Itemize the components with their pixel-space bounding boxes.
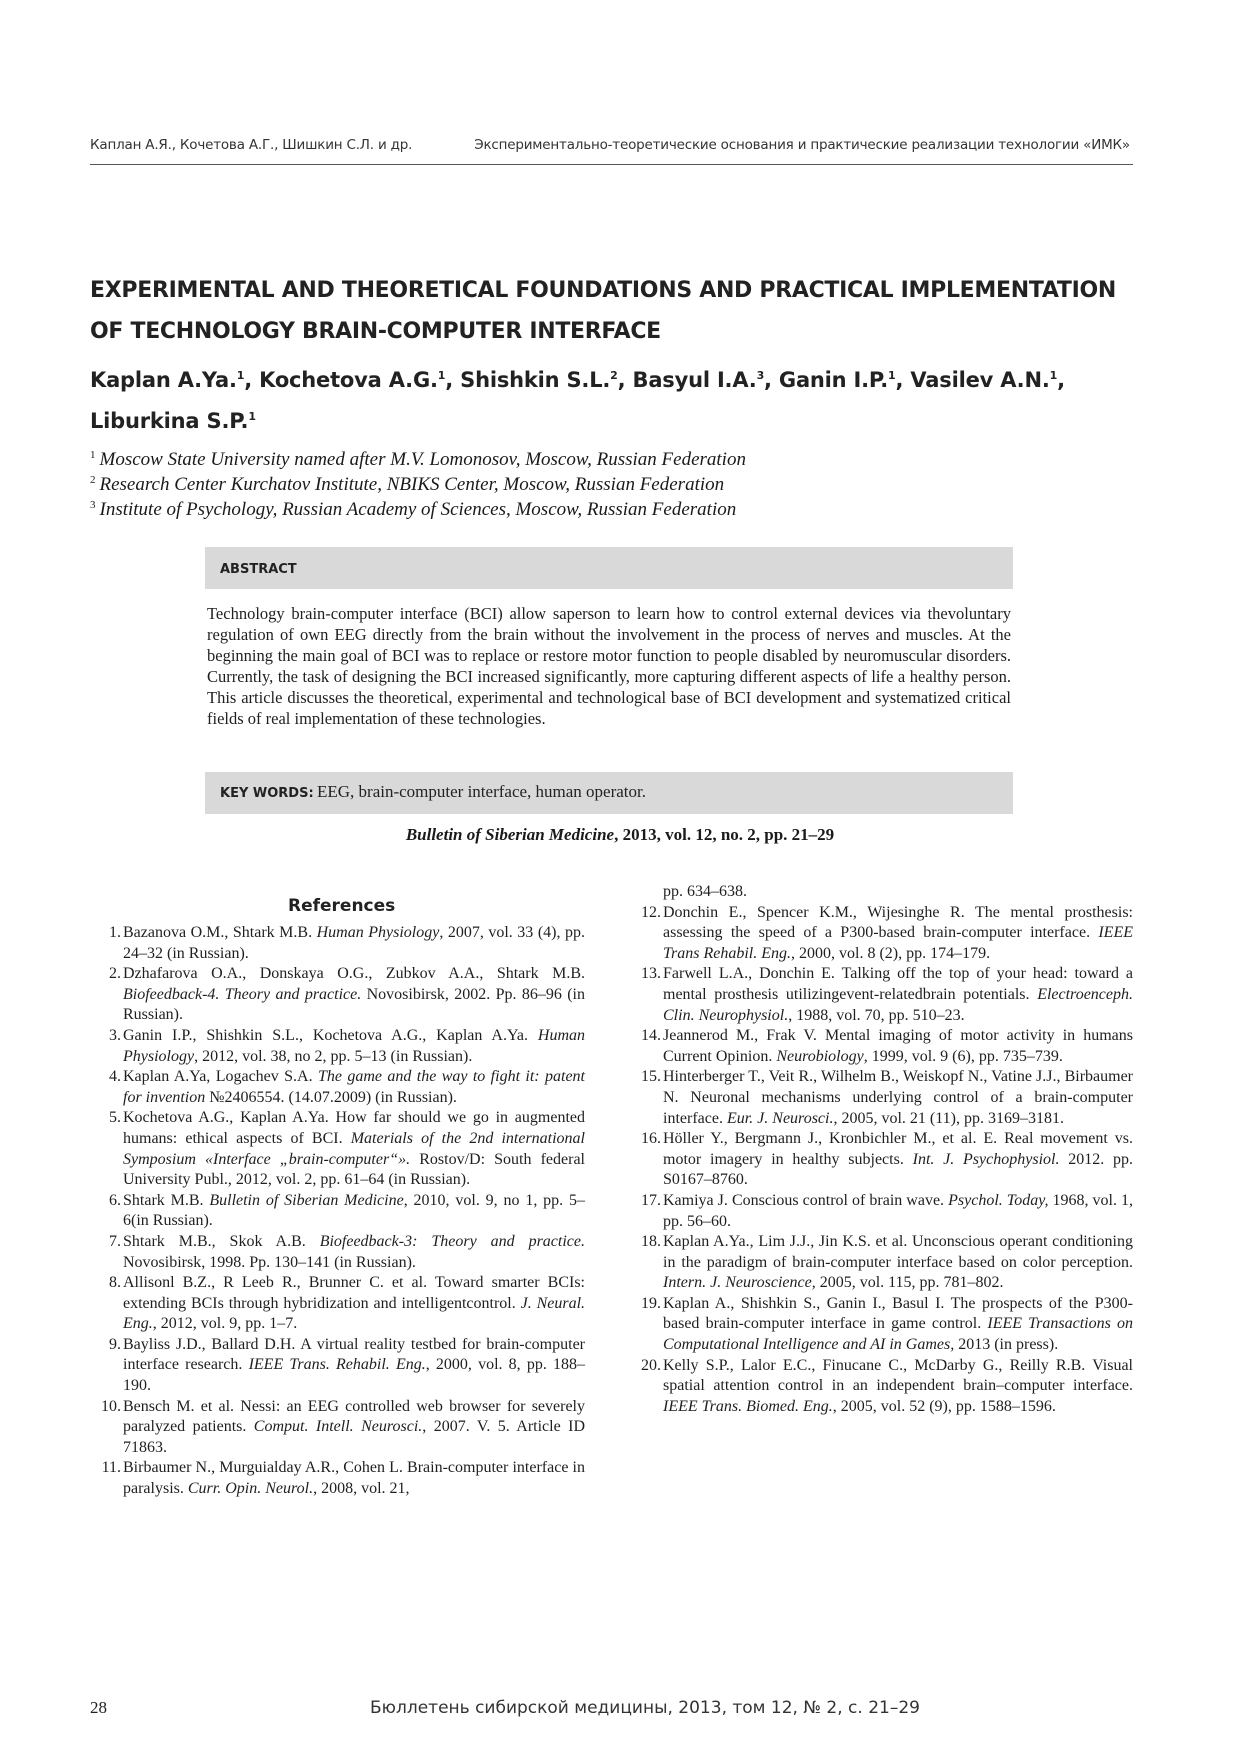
author-name: Ganin I.P. [778,368,889,392]
reference-details: 2005, vol. 115, pp. 781–802. [815,1274,1004,1292]
reference-source: Materials of the 2nd international Symposium «Interface „brain-computer“». [123,1129,586,1168]
reference-source: Intern. J. Neuroscience, [663,1274,816,1292]
author-affiliation-mark: 1 [248,410,256,423]
reference-source: Psychol. Today, [948,1191,1049,1209]
reference-item [630,903,1133,965]
reference-item [90,1397,585,1459]
reference-details: Novosibirsk, 2002. Pp. 86–96 (in Russian). [123,985,585,1024]
reference-authors: Kelly S.P., Lalor E.C., Finucane C., McDarby G., Reilly R.B. Visual spatial attention control in an independent brain–computer interface. [663,1356,1133,1395]
reference-authors: Allisonl B.Z., R Leeb R., Brunner C. et al. Toward smarter BCIs: extending BCIs through hybridization and intelligentcontrol. [123,1274,585,1312]
reference-authors: Kochetova A.G., Kaplan A.Ya. How far should we go in augmented humans: ethical aspects of BCI. [123,1109,585,1147]
reference-details: , 2008, vol. 21, [313,1480,410,1498]
reference-number: 8. [109,1274,121,1292]
reference-authors: Jeannerod M., Frak V. Mental imaging of motor activity in humans Current Opinion. [663,1027,1133,1065]
reference-number: 6. [109,1191,121,1209]
reference-authors: Bensch M. et al. Nessi: an EEG controlled web browser for severely paralyzed patients. [123,1397,585,1436]
reference-source: J. Neural. Eng. [123,1294,586,1333]
references-right-column [630,882,1133,1417]
reference-authors: Farwell L.A., Donchin E. Talking off the top of your head: toward a mental prosthesis utilizingevent-relatedbrain potentials. [663,965,1133,1003]
reference-item [90,1335,585,1397]
abstract-text: Technology brain-computer interface (BCI) allow saperson to learn how to control external devices via thevoluntary regulation of own EEG directly from the brain without the involvement in the process of nerves and muscles. At the beginning the main goal of BCI was to replace or restore motor function to people disabled by neuromuscular disorders. Currently, the task of designing the BCI increased significantly, more capturing different aspects of life a healthy person. This article discusses the theoretical, experimental and technological base of BCI development and systematized critical fields of real implementation of these technologies. [207,604,1011,728]
page-number: 28 [90,1698,107,1717]
reference-details: Rostov/D: South federal University Publ., 2012, vol. 2, pp. 61–64 (in Russian). [123,1150,586,1189]
reference-number: 13. [641,965,661,983]
reference-item [90,923,585,964]
reference-authors: Hinterberger T., Veit R., Wilhelm B., Weiskopf N., Vatine J.J., Birbaumer N. Neuronal mechanisms underlying control of a brain-computer interface. [663,1068,1133,1127]
affiliation-text: Institute of Psychology, Russian Academy of Sciences, Moscow, Russian Federation [99,499,737,520]
reference-number: 3. [109,1026,121,1044]
reference-number: 9. [109,1335,121,1353]
keywords-label: KEY WORDS: [220,786,314,801]
reference-source: Bulletin of Siberian Medicine [209,1191,404,1209]
affiliation-number: 2 [90,473,96,486]
reference-authors: Kamiya J. Conscious control of brain wave. [663,1191,949,1209]
reference-authors: Bazanova O.M., Shtark M.B. [123,924,317,941]
reference-item [90,1026,585,1067]
footer-journal: Бюллетень сибирской медицины, 2013, том 12, № 2, с. 21–29 [370,1698,920,1718]
reference-item [630,1129,1133,1191]
reference-source: Biofeedback-3: Theory and practice. [319,1232,585,1250]
reference-details: 2012. pp. S0167–8760. [663,1150,1134,1189]
reference-source: IEEE Trans. Rehabil. Eng. [248,1356,426,1374]
references-heading: References [288,896,396,916]
header-rule [90,164,1133,165]
reference-source: Comput. Intell. Neurosci. [253,1418,423,1436]
author-list: Kaplan A.Ya.$^1$, Kochetova A.G.$^1$, Shishkin S.L.$^2$, Basyul I.A.$^3$, Ganin I.P.$^1$, Vasilev A.N.$^1$, Liburkina S.P.$^1$ [90,368,1065,433]
affiliation-text: Moscow State University named after M.V. Lomonosov, Moscow, Russian Federation [99,449,746,470]
reference-details: , 2007. V. 5. Article ID 71863. [123,1418,585,1456]
author-name: Shishkin S.L. [460,368,611,392]
references-left-column [90,923,585,1500]
affiliation-number: 1 [90,448,96,461]
reference-authors: Donchin E., Spencer K.M., Wijesinghe R. The mental prosthesis: assessing the speed of a P300-based brain-computer interface. [663,903,1133,942]
reference-source: Curr. Opin. Neurol. [187,1480,314,1498]
reference-item [630,1067,1133,1129]
affiliation-line [90,497,990,522]
reference-details: 1968, vol. 1, pp. 56–60. [663,1191,1134,1230]
author-affiliation-mark: 2 [610,369,618,382]
reference-item [90,1191,585,1232]
reference-details: , 2000, vol. 8, pp. 188–190. [123,1356,585,1395]
reference-source: The game and the way to fight it: patent for invention [123,1068,585,1106]
reference-item [630,1232,1133,1294]
reference-number: 15. [641,1068,661,1086]
reference-source: IEEE Trans Rehabil. Eng. [663,924,1133,962]
affiliation-line [90,472,990,497]
running-header-authors: Каплан А.Я., Кочетова А.Г., Шишкин С.Л. и др. [90,137,413,153]
reference-source: Human Physiology [123,1026,585,1065]
reference-number: 18. [641,1233,661,1251]
reference-details: , 2007, vol. 33 (4), pp. 24–32 (in Russian). [123,924,585,962]
reference-details: , 1988, vol. 70, pp. 510–23. [788,1006,965,1024]
reference-number: 17. [641,1191,661,1209]
affiliation-number: 3 [90,498,96,511]
reference-details: 2013 (in press). [954,1336,1059,1354]
citation-line [370,825,870,845]
affiliation-line [90,447,990,472]
reference-details: , 2005, vol. 21 (11), pp. 3169–3181. [833,1109,1064,1127]
reference-source: Neurobiology [776,1047,864,1065]
reference-number: 12. [641,903,661,921]
reference-number: 1. [109,924,121,941]
reference-item [630,964,1133,1026]
reference-item [630,1026,1133,1067]
reference-authors: Ganin I.P., Shishkin S.L., Kochetova A.G., Kaplan A.Ya. [123,1026,538,1044]
reference-item [630,1356,1133,1418]
reference-details: , 1999, vol. 9 (6), pp. 735–739. [863,1047,1063,1065]
reference-item [630,1294,1133,1356]
reference-item [630,1191,1133,1232]
reference-item [90,1273,585,1335]
reference-source: Int. J. Psychophysiol. [912,1150,1060,1168]
reference-authors: Kaplan A.Ya., Lim J.J., Jin K.S. et al. Unconscious operant conditioning in the paradigm of brain-computer interface based on color perception. [663,1233,1133,1271]
reference-item [90,1232,585,1273]
reference-number: 20. [641,1356,661,1374]
reference-authors: Kaplan A.Ya, Logachev S.A. [123,1068,318,1086]
reference-source: Human Physiology [316,924,440,941]
reference-authors: Bayliss J.D., Ballard D.H. A virtual reality testbed for brain-computer interface research. [123,1335,585,1374]
reference-item [90,1108,585,1190]
reference-details: , 2010, vol. 9, no 1, pp. 5–6(in Russian). [123,1191,585,1230]
author-name: Basyul I.A. [632,368,757,392]
reference-source: Electroenceph. Clin. Neurophysiol. [663,985,1133,1024]
author-affiliation-mark: 1 [1049,369,1058,382]
reference-source: Eur. J. Neurosci. [726,1109,834,1127]
abstract-label-bar [205,547,1013,589]
keywords-bar [205,772,1013,814]
author-name: Kaplan A.Ya. [90,368,237,392]
article-title-line-1: EXPERIMENTAL AND THEORETICAL FOUNDATIONS AND PRACTICAL IMPLEMENTATION [90,278,1116,303]
reference-item [90,1458,585,1499]
affiliation-list [90,447,990,522]
author-name: Kochetova A.G. [259,368,438,392]
reference-number: 5. [109,1109,121,1127]
reference-number: 4. [109,1068,121,1086]
reference-authors: Shtark M.B., Skok A.B. [123,1232,320,1250]
reference-number: 7. [109,1232,121,1250]
reference-item [90,1067,585,1108]
reference-authors: Shtark M.B. [123,1191,210,1209]
reference-number: 16. [641,1130,661,1148]
citation-details: , 2013, vol. 12, no. 2, pp. 21–29 [614,825,835,844]
reference-source: Biofeedback-4. Theory and practice. [123,985,362,1003]
reference-source: IEEE Trans. Biomed. Eng. [663,1397,833,1415]
author-affiliation-mark: 1 [236,369,245,382]
reference-details: , 2005, vol. 52 (9), pp. 1588–1596. [832,1397,1056,1415]
reference-authors: Kaplan A., Shishkin S., Ganin I., Basul I. The prospects of the P300-based brain-computer interface in game control. [663,1294,1133,1333]
reference-details: Novosibirsk, 1998. Pp. 130–141 (in Russian). [123,1253,416,1271]
author-affiliation-mark: 1 [437,369,446,382]
keywords-value: EEG, brain-computer interface, human operator. [317,782,647,801]
affiliation-text: Research Center Kurchatov Institute, NBIKS Center, Moscow, Russian Federation [99,474,725,495]
reference-details: , 2012, vol. 38, no 2, pp. 5–13 (in Russian). [194,1047,473,1065]
reference-number: 19. [641,1294,661,1312]
reference-authors: Dzhafarova O.A., Donskaya O.G., Zubkov A.A., Shtark M.B. [123,965,585,983]
abstract-label: ABSTRACT [220,562,297,577]
author-affiliation-mark: 3 [756,369,765,382]
running-header-title: Экспериментально-теоретические основания и практические реализации технологии «ИМК» [474,137,1130,153]
article-title-line-2: OF TECHNOLOGY BRAIN-COMPUTER INTERFACE [90,319,661,344]
reference-details: , 2000, vol. 8 (2), pp. 174–179. [791,944,991,962]
reference-authors: Birbaumer N., Murguialday A.R., Cohen L. Brain-computer interface in paralysis. [123,1459,585,1498]
reference-number: 14. [641,1027,661,1045]
author-name: Liburkina S.P. [90,409,249,433]
reference-source: IEEE Transactions on Computational Intelligence and AI in Games, [663,1315,1134,1354]
reference-continuation: pp. 634–638. [663,883,747,900]
reference-details: №2406554. (14.07.2009) (in Russian). [205,1088,457,1106]
citation-journal: Bulletin of Siberian Medicine [405,825,615,844]
reference-number: 11. [101,1459,121,1477]
reference-number: 2. [109,965,121,983]
article-title [90,270,1140,352]
reference-authors: Höller Y., Bergmann J., Kronbichler M., et al. E. Real movement vs. motor imagery in healthy subjects. [663,1130,1133,1168]
author-name: Vasilev A.N. [910,368,1050,392]
reference-details: , 2012, vol. 9, pp. 1–7. [152,1315,298,1333]
reference-number: 10. [101,1397,121,1415]
author-affiliation-mark: 1 [888,369,896,382]
reference-item [90,964,585,1026]
